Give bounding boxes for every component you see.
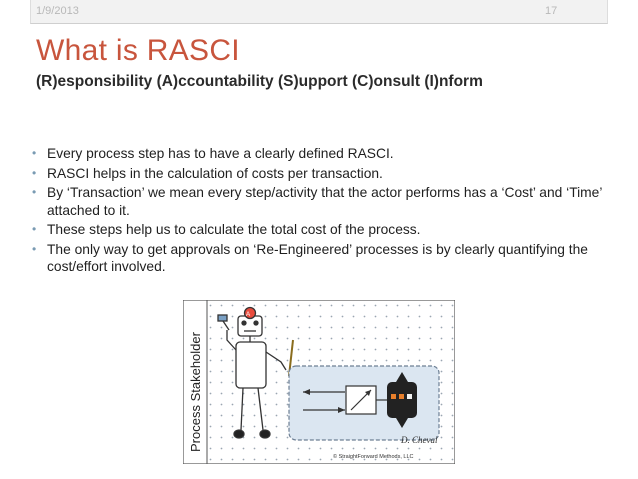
- bullet-item: [30, 165, 610, 183]
- bullet-text: RASCI helps in the calculation of costs per transaction.: [47, 165, 383, 181]
- robot-foot-right: [260, 430, 270, 438]
- process-stakeholder-illustration: [183, 300, 455, 464]
- bullet-dot-icon: •: [32, 146, 37, 160]
- bullet-dot-icon: •: [32, 185, 37, 199]
- bullet-dot-icon: •: [32, 165, 37, 180]
- slide-date: 1/9/2013: [36, 5, 79, 17]
- slide-number: 17: [545, 5, 558, 17]
- bullet-dot-icon: •: [32, 222, 37, 236]
- bullet-item: [30, 241, 610, 276]
- artist-signature: D. Cheval: [401, 435, 438, 445]
- bullet-item: [30, 221, 610, 239]
- bullet-text: The only way to get approvals on ‘Re-Engineered’ processes is by clearly quantifying the cost/effort involved.: [47, 241, 588, 274]
- bullet-item: [30, 184, 610, 219]
- bullet-text: By ‘Transaction’ we mean every step/activity that the actor performs has a ‘Cost’ and ‘Time’ attached to it.: [47, 185, 602, 218]
- bullet-item: [30, 145, 610, 163]
- slide-title: What is RASCI: [36, 34, 240, 67]
- slide-subtitle: (R)esponsibility (A)ccountability (S)upport (C)onsult (I)nform: [36, 73, 483, 90]
- robot-body: [236, 342, 266, 388]
- side-label: Process Stakeholder: [188, 332, 203, 452]
- bullet-dot-icon: •: [32, 241, 37, 256]
- header-bar: [30, 0, 608, 24]
- copyright-notice: © StraightForward Methods, LLC: [333, 454, 414, 460]
- hammer-icon: [218, 315, 227, 321]
- badge-letter: A: [245, 311, 251, 318]
- bullet-text: These steps help us to calculate the total cost of the process.: [47, 222, 421, 237]
- process-box: [289, 366, 439, 440]
- robot-foot-left: [234, 430, 244, 438]
- bullet-list: [30, 145, 610, 278]
- bullet-text: Every process step has to have a clearly defined RASCI.: [47, 146, 394, 161]
- stakeholder-head-icon: [387, 382, 417, 418]
